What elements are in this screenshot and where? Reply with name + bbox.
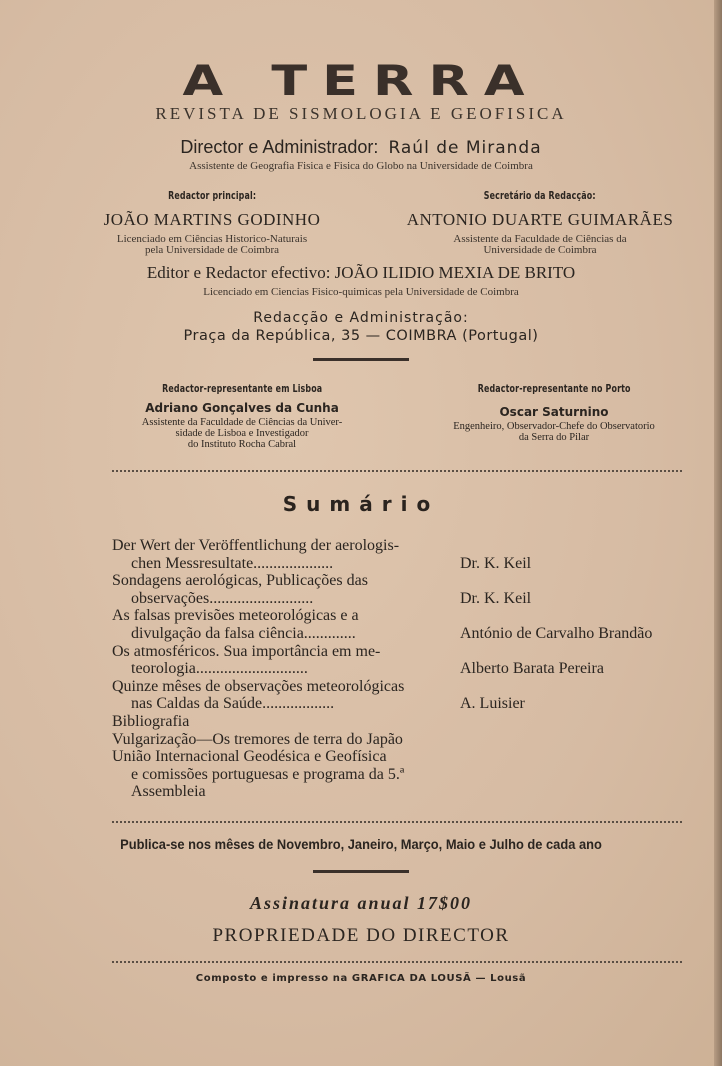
- lisboa-rep-note-2: sidade de Lisboa e Investigador: [175, 428, 309, 439]
- dotted-rule-bottom: [112, 961, 682, 963]
- summary-entry-title: e comissões portuguesas e programa da 5.ª: [131, 765, 405, 783]
- summary-row: [112, 748, 712, 766]
- director-label: Director e Administrador:: [180, 137, 379, 157]
- summary-row: [112, 766, 712, 784]
- summary-row: [112, 590, 712, 608]
- secretary-note-2: Universidade de Coimbra: [483, 244, 597, 256]
- principal-editor-name: JOÃO MARTINS GODINHO: [103, 210, 321, 229]
- publication-schedule: Publica-se nos mêses de Novembro, Janeiro, Março, Maio e Julho de cada ano: [120, 836, 602, 852]
- address-line: Praça da República, 35 — COIMBRA (Portugal): [183, 328, 539, 344]
- summary-row: [112, 713, 712, 731]
- principal-editor-note-1: Licenciado em Ciências Historico-Naturais: [116, 233, 308, 245]
- redaccao-heading: Redacção e Administração:: [253, 310, 469, 326]
- summary-entry-author: Alberto Barata Pereira: [460, 660, 604, 678]
- footer-divider-rule: [313, 870, 409, 873]
- summary-entry-title: As falsas previsões meteorológicas e a: [112, 607, 359, 625]
- summary-entry-title: Bibliografia: [112, 712, 190, 730]
- summary-entry-title: chen Messresultate....................: [131, 554, 334, 572]
- secretary-label: Secretário da Redacção:: [484, 189, 596, 202]
- secretary-note-1: Assistente da Faculdade de Ciências da: [453, 233, 627, 245]
- porto-rep-note-2: da Serra do Pilar: [518, 432, 590, 443]
- lisboa-rep-note-3: do Instituto Rocha Cabral: [187, 439, 297, 450]
- summary-row: [112, 695, 712, 713]
- summary-entry-title: Assembleia: [131, 783, 206, 801]
- ownership-line: PROPRIEDADE DO DIRECTOR: [212, 925, 510, 946]
- principal-editor-block: [92, 186, 332, 256]
- lisboa-rep-block: [104, 379, 380, 450]
- summary-heading: Sumário: [282, 492, 440, 516]
- secretary-block: [400, 186, 680, 256]
- porto-rep-note-1: Engenheiro, Observador-Chefe do Observatorio: [453, 421, 655, 432]
- dotted-rule-top: [112, 470, 682, 472]
- dotted-rule-mid: [112, 821, 682, 823]
- divider-rule: [313, 358, 409, 361]
- lisboa-rep-note-1: Assistente da Faculdade de Ciências da Univer-: [141, 417, 343, 428]
- summary-entry-author: António de Carvalho Brandão: [460, 624, 653, 642]
- summary-entry-title: Quinze mêses de observações meteorológicas: [112, 677, 405, 695]
- printer-credit: Composto e impresso na GRAFICA DA LOUSÃ — Lousã: [195, 973, 527, 984]
- secretary-name: ANTONIO DUARTE GUIMARÃES: [406, 210, 674, 229]
- summary-entry-title: observações..........................: [131, 589, 314, 607]
- principal-editor-label: Redactor principal:: [167, 189, 257, 202]
- editor-note: Licenciado em Ciencias Fisico-quimicas pela Universidade de Coimbra: [203, 286, 519, 298]
- summary-list: [112, 537, 712, 801]
- summary-entry-title: Vulgarização—Os tremores de terra do Japão: [112, 730, 403, 748]
- summary-row: [112, 537, 712, 555]
- summary-entry-title: divulgação da falsa ciência.............: [131, 624, 356, 642]
- principal-editor-note-2: pela Universidade de Coimbra: [144, 244, 280, 256]
- director-note: Assistente de Geografia Fisica e Fisica do Globo na Universidade de Coimbra: [189, 160, 533, 172]
- summary-entry-title: União Internacional Geodésica e Geofísica: [112, 748, 387, 766]
- director-line: [0, 137, 722, 158]
- porto-rep-name: Oscar Saturnino: [499, 405, 609, 419]
- journal-title: A TERRA: [182, 56, 540, 105]
- summary-entry-author: Dr. K. Keil: [460, 554, 532, 572]
- summary-row: [112, 643, 712, 661]
- lisboa-rep-name: Adriano Gonçalves da Cunha: [145, 401, 339, 415]
- summary-row: [112, 783, 712, 801]
- summary-entry-title: Os atmosféricos. Sua importância em me-: [112, 642, 381, 660]
- summary-row: [112, 731, 712, 749]
- summary-entry-title: Sondagens aerológicas, Publicações das: [112, 572, 368, 590]
- summary-entry-title: teorologia............................: [131, 660, 308, 678]
- summary-row: [112, 607, 712, 625]
- subscription-price: Assinatura anual 17$00: [249, 893, 473, 913]
- porto-rep-block: [414, 379, 694, 443]
- porto-rep-label: Redactor-representante no Porto: [477, 382, 631, 395]
- summary-entry-author: A. Luisier: [460, 695, 525, 713]
- summary-row: [112, 660, 712, 678]
- summary-row: [112, 555, 712, 573]
- director-name: Raúl de Miranda: [388, 138, 542, 158]
- summary-entry-title: Der Wert der Veröffentlichung der aerologis-: [112, 537, 400, 554]
- lisboa-rep-label: Redactor-representante em Lisboa: [161, 382, 323, 395]
- summary-row: [112, 625, 712, 643]
- journal-subtitle: REVISTA DE SISMOLOGIA E GEOFISICA: [155, 104, 567, 123]
- summary-entry-title: nas Caldas da Saúde..................: [131, 695, 335, 713]
- summary-row: [112, 678, 712, 696]
- summary-row: [112, 572, 712, 590]
- editor-line: Editor e Redactor efectivo: JOÃO ILIDIO MEXIA DE BRITO: [146, 263, 576, 282]
- summary-entry-author: Dr. K. Keil: [460, 589, 532, 607]
